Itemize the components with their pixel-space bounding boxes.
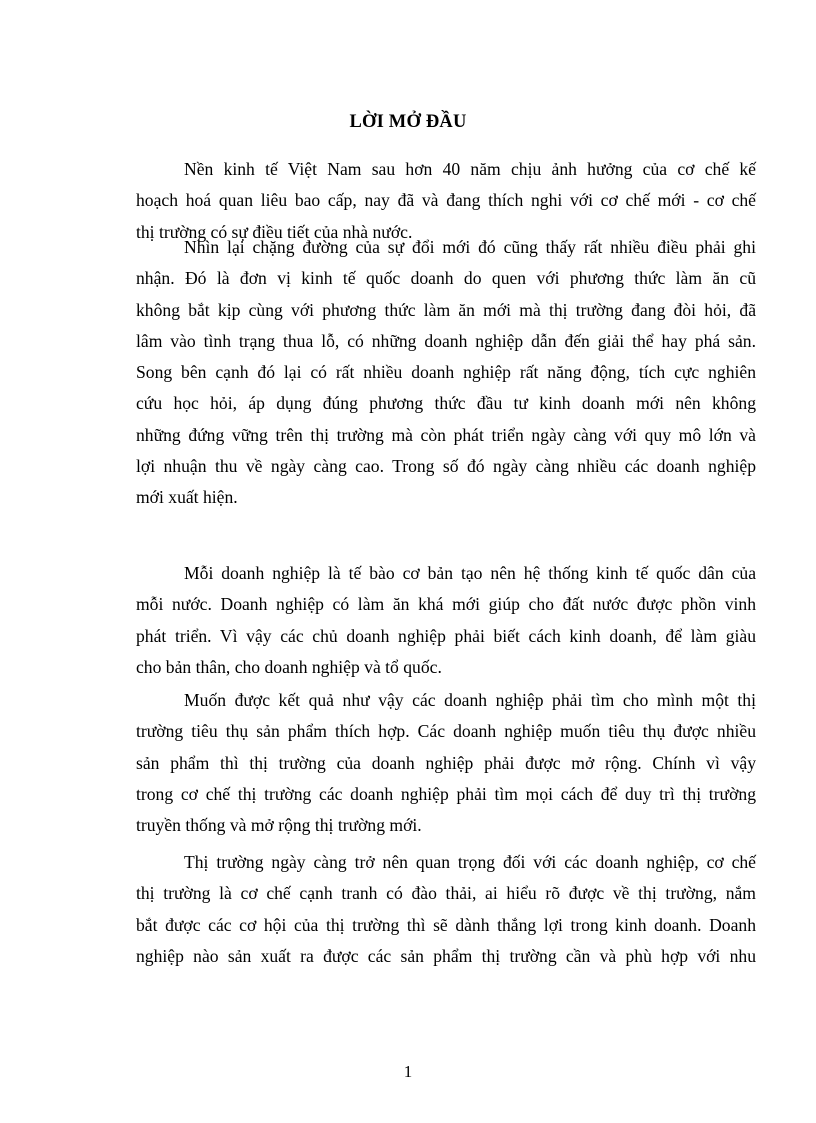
paragraph-line: trong cơ chế thị trường các doanh nghiệp phải tìm mọi cách để duy trì thị trường <box>136 783 756 804</box>
paragraph <box>136 558 756 683</box>
paragraph-line: không bắt kịp cùng với phương thức làm ăn mới mà thị trường đang đòi hỏi, đã <box>136 299 756 320</box>
paragraph-line: những đứng vững trên thị trường mà còn phát triển ngày càng với quy mô lớn và <box>136 424 756 445</box>
paragraph-line: nghiệp nào sản xuất ra được các sản phẩm thị trường cần và phù hợp với nhu <box>136 945 756 966</box>
paragraph-line: lâm vào tình trạng thua lỗ, có những doanh nghiệp dẫn đến giải thể hay phá sản. <box>136 330 756 351</box>
paragraph-line: Song bên cạnh đó lại có rất nhiều doanh nghiệp rất năng động, tích cực nghiên <box>136 362 756 383</box>
paragraph-line: trường tiêu thụ sản phẩm thích hợp. Các doanh nghiệp muốn tiêu thụ được nhiều <box>136 721 756 742</box>
paragraph <box>136 232 756 514</box>
document-title: LỜI MỞ ĐẦU <box>349 112 467 132</box>
paragraph-line: bắt được các cơ hội của thị trường thì sẽ dành thắng lợi trong kinh doanh. Doanh <box>136 914 756 935</box>
paragraph-line: mới xuất hiện. <box>136 487 238 508</box>
paragraph-line: lợi nhuận thu về ngày càng cao. Trong số đó ngày càng nhiều các doanh nghiệp <box>136 456 756 477</box>
paragraph-line: thị trường có sự điều tiết của nhà nước. <box>136 221 413 242</box>
paragraph-line: cứu học hỏi, áp dụng đúng phương thức đầu tư kinh doanh mới nên không <box>136 393 756 414</box>
paragraph-line: cho bản thân, cho doanh nghiệp và tổ quốc. <box>136 656 442 677</box>
paragraph <box>136 847 756 972</box>
paragraph-line: thị trường là cơ chế cạnh tranh có đào thải, ai hiểu rõ được về thị trường, nắm <box>136 883 756 904</box>
paragraph-line: Nền kinh tế Việt Nam sau hơn 40 năm chịu ảnh hưởng của cơ chế kế <box>184 159 756 179</box>
paragraph-line: Nhìn lại chặng đường của sự đổi mới đó cũng thấy rất nhiều điều phải ghi <box>184 237 756 257</box>
paragraph-line: sản phẩm thì thị trường của doanh nghiệp phải được mở rộng. Chính vì vậy <box>136 752 756 773</box>
paragraph-line: Thị trường ngày càng trở nên quan trọng đối với các doanh nghiệp, cơ chế <box>184 852 756 872</box>
paragraph-line: truyền thống và mở rộng thị trường mới. <box>136 815 422 836</box>
paragraph-line: phát triển. Vì vậy các chủ doanh nghiệp phải biết cách kinh doanh, để làm giàu <box>136 625 756 646</box>
paragraph-line: mỗi nước. Doanh nghiệp có làm ăn khá mới giúp cho đất nước được phồn vinh <box>136 594 756 615</box>
paragraph-line: hoạch hoá quan liêu bao cấp, nay đã và đang thích nghi với cơ chế mới - cơ chế <box>136 190 756 211</box>
page-number: 1 <box>403 1062 413 1081</box>
paragraph-line: Mỗi doanh nghiệp là tế bào cơ bản tạo nên hệ thống kinh tế quốc dân của <box>184 563 756 583</box>
paragraph <box>136 685 756 841</box>
paragraph-line: nhận. Đó là đơn vị kinh tế quốc doanh do quen với phương thức làm ăn cũ <box>136 268 756 289</box>
paragraph-line: Muốn được kết quả như vậy các doanh nghiệp phải tìm cho mình một thị <box>184 690 756 710</box>
